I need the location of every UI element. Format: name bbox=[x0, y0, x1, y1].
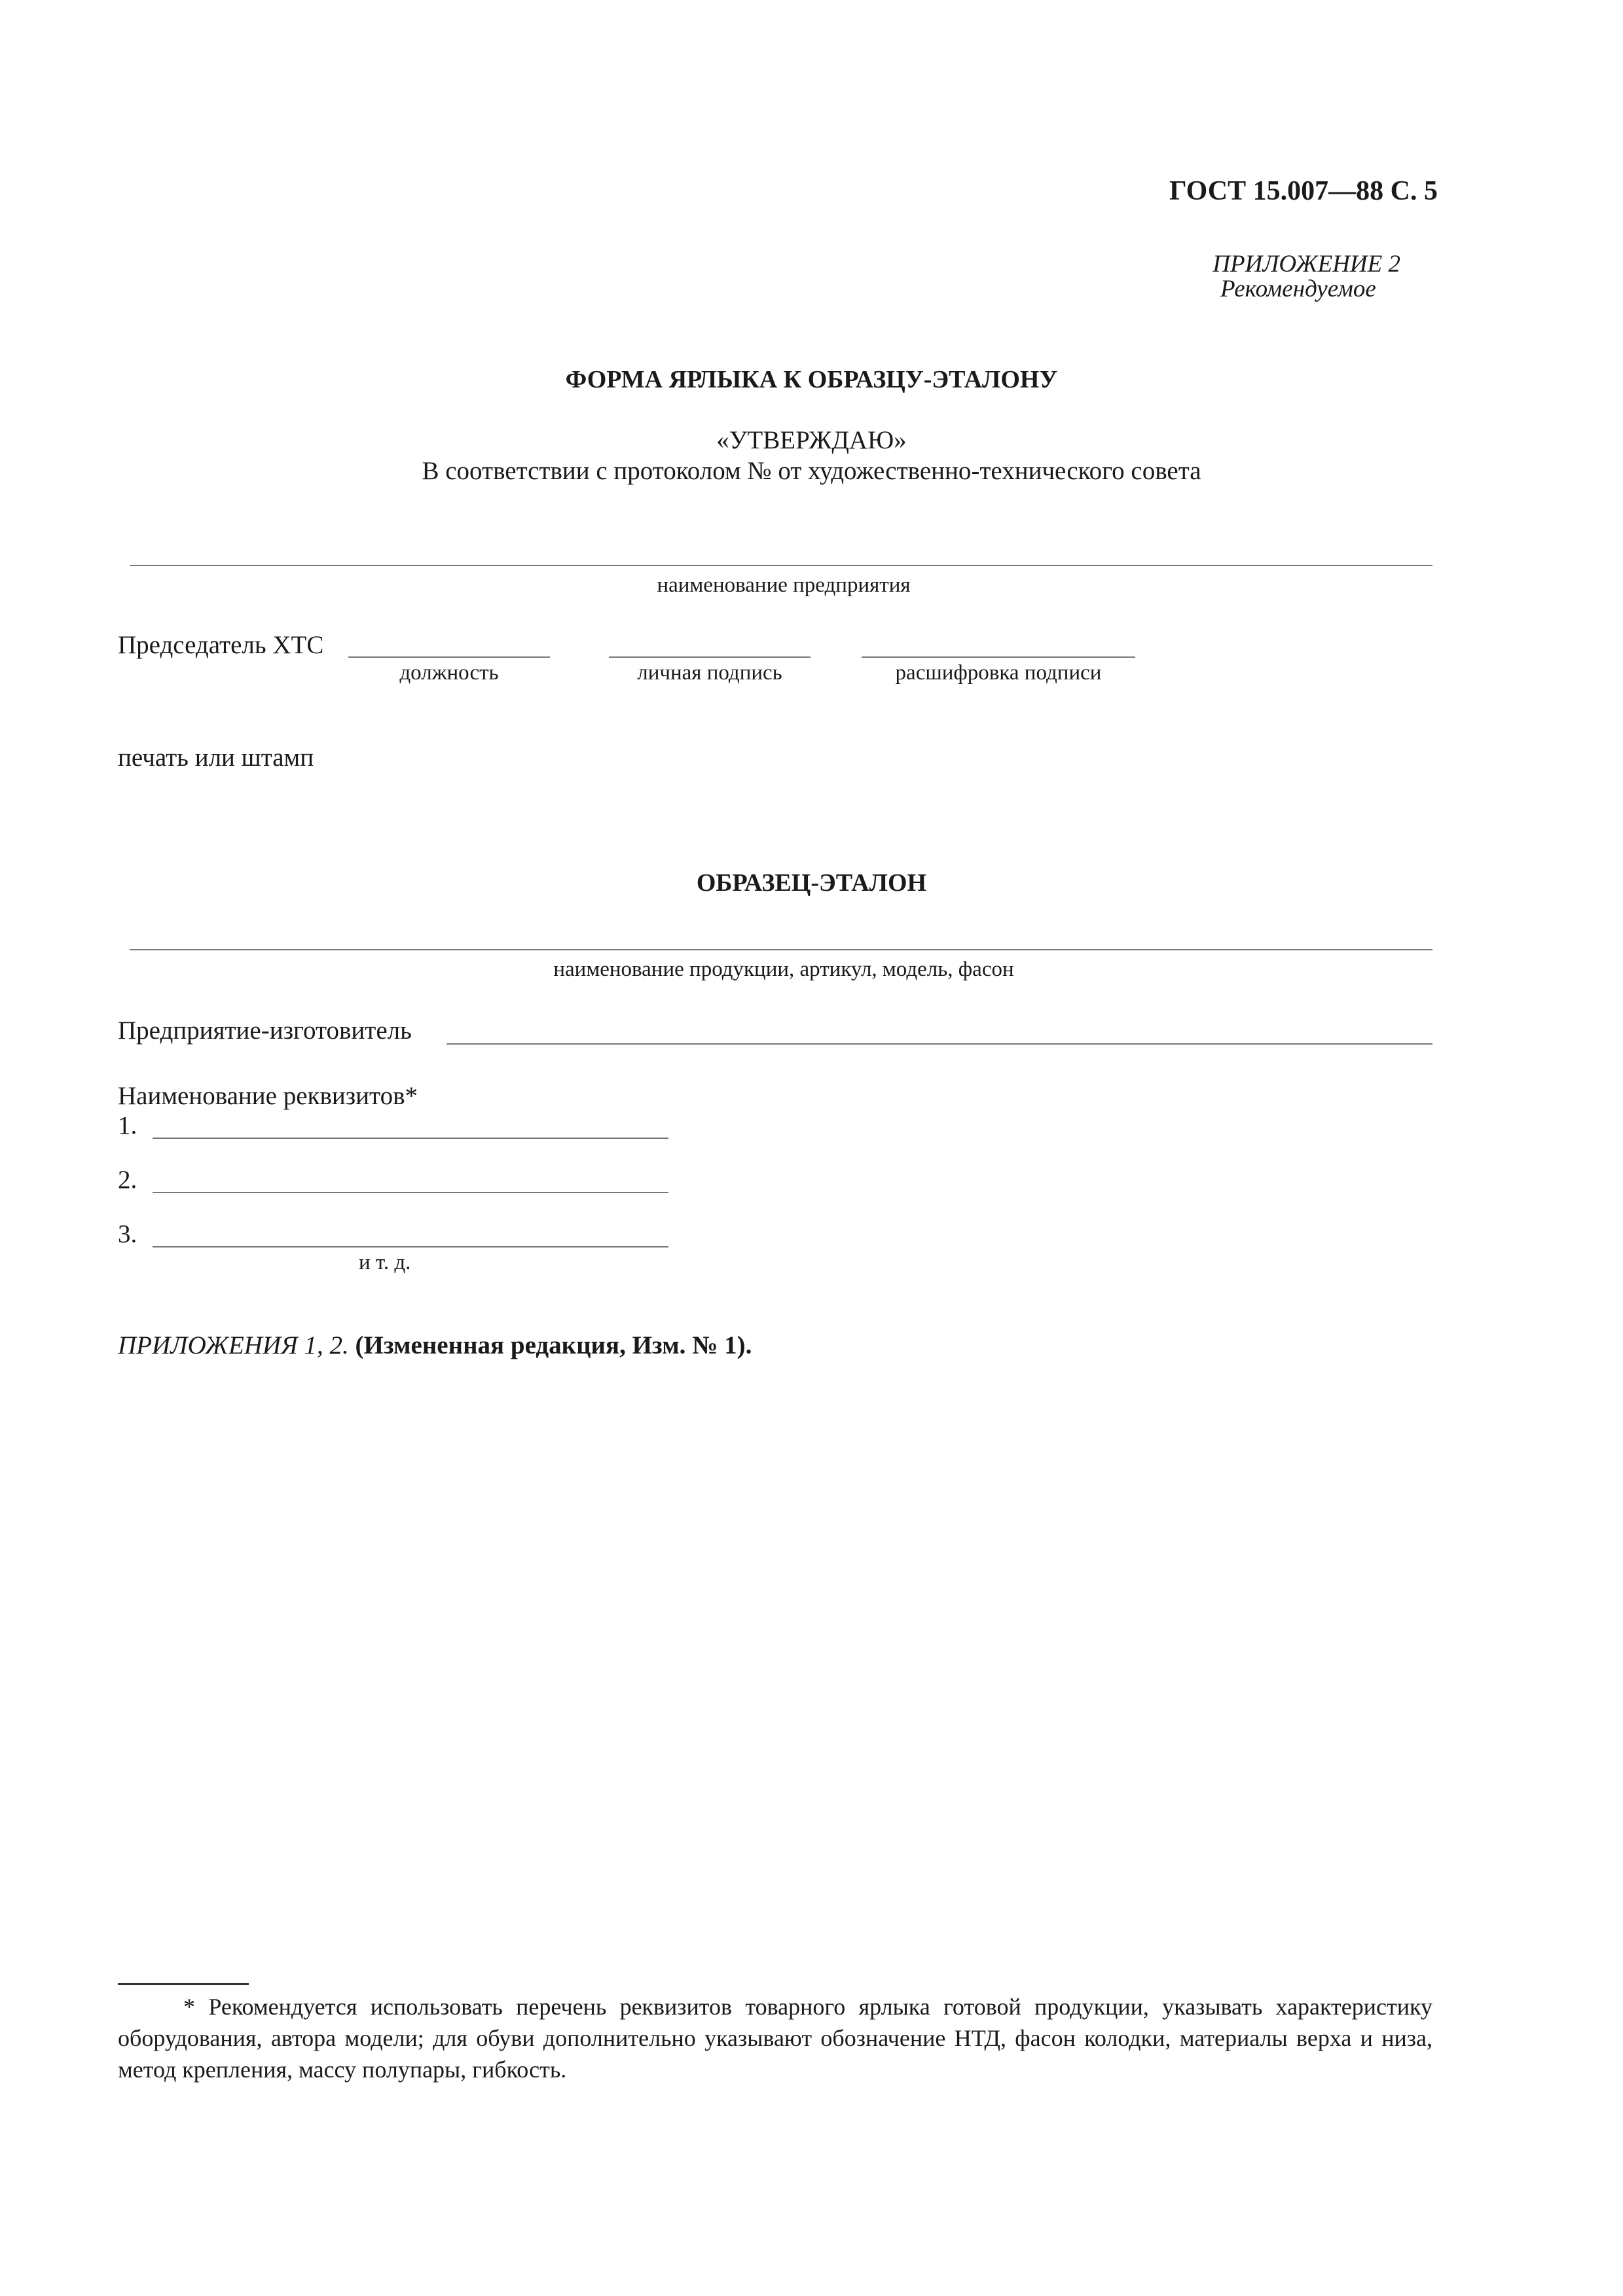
footnote: * Рекомендуется использовать перечень реквизитов товарного ярлыка готовой продукции, указывать характеристику оборудования, автора модели; для обуви дополнительно указывают обозначение НТД, фасон колодки, материалы верха и низа, метод крепления, массу полупары, гибкость. bbox=[118, 1994, 1432, 2083]
requisite-field-3[interactable] bbox=[153, 1246, 668, 1247]
enterprise-name-field[interactable] bbox=[130, 565, 1432, 566]
amendment-appendices: ПРИЛОЖЕНИЯ 1, 2. bbox=[118, 1331, 349, 1359]
etc-caption: и т. д. bbox=[359, 1251, 411, 1274]
stamp-label: печать или штамп bbox=[118, 744, 314, 772]
requisite-number: 3. bbox=[118, 1220, 137, 1248]
manufacturer-label: Предприятие-изготовитель bbox=[118, 1016, 412, 1045]
enterprise-caption: наименование предприятия bbox=[657, 573, 911, 597]
position-field[interactable] bbox=[348, 656, 550, 658]
form-title: ФОРМА ЯРЛЫКА К ОБРАЗЦУ-ЭТАЛОНУ bbox=[565, 366, 1058, 393]
product-name-field[interactable] bbox=[130, 949, 1432, 950]
requisite-field-1[interactable] bbox=[153, 1138, 668, 1139]
amendment-edition: (Измененная редакция, Изм. № 1). bbox=[355, 1331, 752, 1359]
signature-field[interactable] bbox=[609, 656, 811, 658]
requisite-field-2[interactable] bbox=[153, 1192, 668, 1193]
product-caption: наименование продукции, артикул, модель, фасон bbox=[553, 958, 1014, 981]
manufacturer-field[interactable] bbox=[447, 1043, 1432, 1045]
footnote-separator bbox=[118, 1983, 249, 1985]
chairman-label: Председатель ХТС bbox=[118, 631, 324, 659]
requisite-number: 2. bbox=[118, 1166, 137, 1194]
protocol-line: В соответствии с протоколом № от художественно-технического совета bbox=[422, 457, 1201, 485]
appendix-number: ПРИЛОЖЕНИЕ 2 bbox=[1213, 251, 1400, 278]
signature-caption: личная подпись bbox=[637, 661, 782, 685]
decoding-field[interactable] bbox=[862, 656, 1135, 658]
requisites-label: Наименование реквизитов* bbox=[118, 1082, 418, 1110]
document-reference: ГОСТ 15.007—88 С. 5 bbox=[1169, 176, 1438, 206]
amendment-note bbox=[118, 1331, 752, 1360]
requisite-number: 1. bbox=[118, 1111, 137, 1139]
decoding-caption: расшифровка подписи bbox=[895, 661, 1102, 685]
position-caption: должность bbox=[399, 661, 499, 685]
sample-title: ОБРАЗЕЦ-ЭТАЛОН bbox=[696, 869, 927, 897]
appendix-status: Рекомендуемое bbox=[1220, 276, 1376, 302]
approve-label: «УТВЕРЖДАЮ» bbox=[716, 426, 907, 454]
